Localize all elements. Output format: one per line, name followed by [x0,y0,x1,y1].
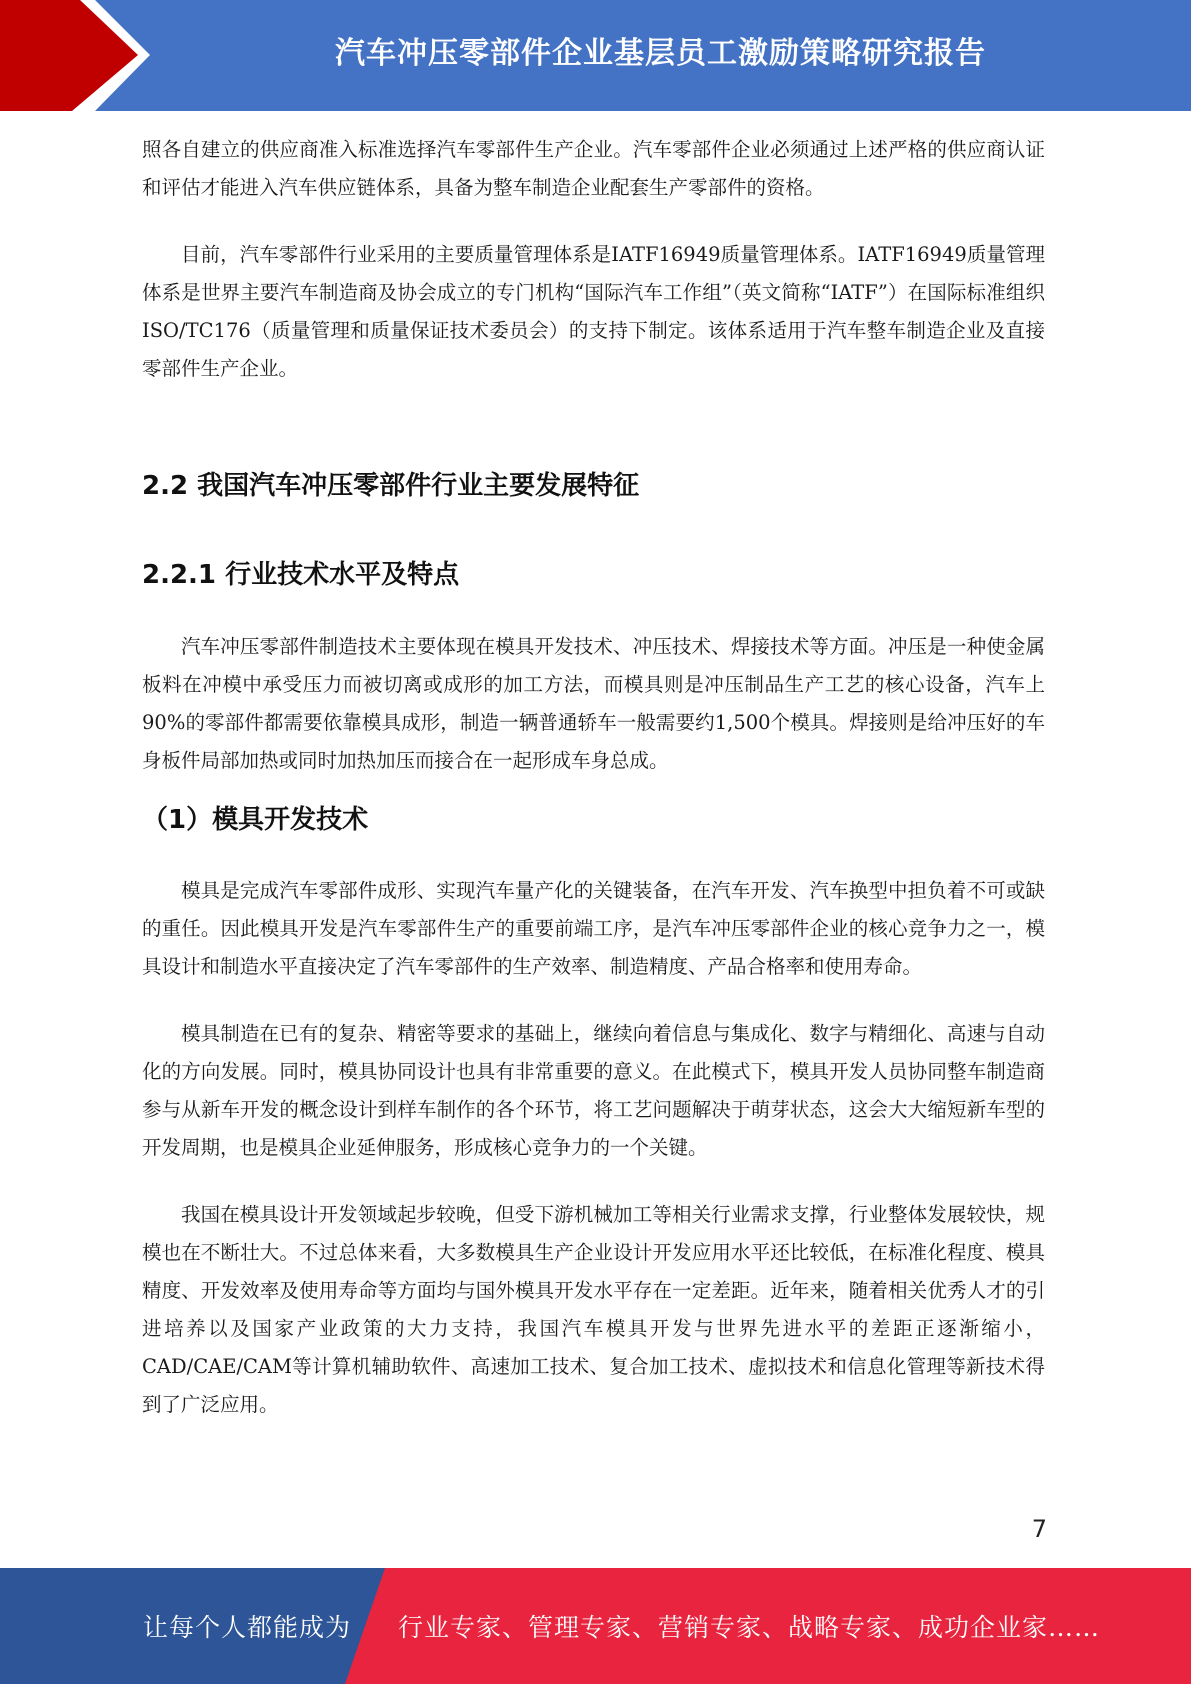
subsection-heading-mold-development: （1）模具开发技术 [142,805,369,835]
page-footer [0,1568,1191,1684]
paragraph-mold-domestic: 我国在模具设计开发领域起步较晚，但受下游机械加工等相关行业需求支撑，行业整体发展较快，规模也在不断壮大。不过总体来看，大多数模具生产企业设计开发应用水平还比较低，在标准化程度、模具精度、开发效率及使用寿命等方面均与国外模具开发水平存在一定差距。近年来，随着相关优秀人才的引进培养以及国家产业政策的大力支持，我国汽车模具开发与世界先进水平的差距正逐渐缩小，CAD/CAE/CAM等计算机辅助软件、高速加工技术、复合加工技术、虚拟技术和信息化管理等新技术得到了广泛应用。 [142,1203,1045,1416]
section-heading-2-2: 2.2 我国汽车冲压零部件行业主要发展特征 [142,471,640,501]
section-heading-2-2-1: 2.2.1 行业技术水平及特点 [142,560,460,590]
paragraph-supplier-standards: 照各自建立的供应商准入标准选择汽车零部件生产企业。汽车零部件企业必须通过上述严格的供应商认证和评估才能进入汽车供应链体系，具备为整车制造企业配套生产零部件的资格。 [142,138,1045,199]
paragraph-stamping-technology: 汽车冲压零部件制造技术主要体现在模具开发技术、冲压技术、焊接技术等方面。冲压是一种使金属板料在冲模中承受压力而被切离或成形的加工方法，而模具则是冲压制品生产工艺的核心设备，汽车上90%的零部件都需要依靠模具成形，制造一辆普通轿车一般需要约1,500个模具。焊接则是给冲压好的车身板件局部加热或同时加热加压而接合在一起形成车身总成。 [142,635,1045,772]
header-arrow-icon [0,0,160,111]
paragraph-mold-trends: 模具制造在已有的复杂、精密等要求的基础上，继续向着信息与集成化、数字与精细化、高速与自动化的方向发展。同时，模具协同设计也具有非常重要的意义。在此模式下，模具开发人员协同整车制造商参与从新车开发的概念设计到样车制作的各个环节，将工艺问题解决于萌芽状态，这会大大缩短新车型的开发周期，也是模具企业延伸服务，形成核心竞争力的一个关键。 [142,1022,1045,1159]
paragraph-iatf16949: 目前，汽车零部件行业采用的主要质量管理体系是IATF16949质量管理体系。IATF16949质量管理体系是世界主要汽车制造商及协会成立的专门机构“国际汽车工作组”（英文简称“IATF”）在国际标准组织ISO/TC176（质量管理和质量保证技术委员会）的支持下制定。该体系适用于汽车整车制造企业及直接零部件生产企业。 [142,243,1045,380]
page-header [0,0,1191,111]
footer-slogan-right: 行业专家、管理专家、营销专家、战略专家、成功企业家…… [398,1613,1101,1642]
page-number: 7 [1031,1515,1047,1543]
paragraph-mold-importance: 模具是完成汽车零部件成形、实现汽车量产化的关键装备，在汽车开发、汽车换型中担负着不可或缺的重任。因此模具开发是汽车零部件生产的重要前端工序，是汽车冲压零部件企业的核心竞争力之一，模具设计和制造水平直接决定了汽车零部件的生产效率、制造精度、产品合格率和使用寿命。 [142,879,1045,978]
footer-slogan-left: 让每个人都能成为 [143,1613,352,1642]
header-title: 汽车冲压零部件企业基层员工激励策略研究报告 [335,36,986,71]
page-content [142,131,1045,1424]
